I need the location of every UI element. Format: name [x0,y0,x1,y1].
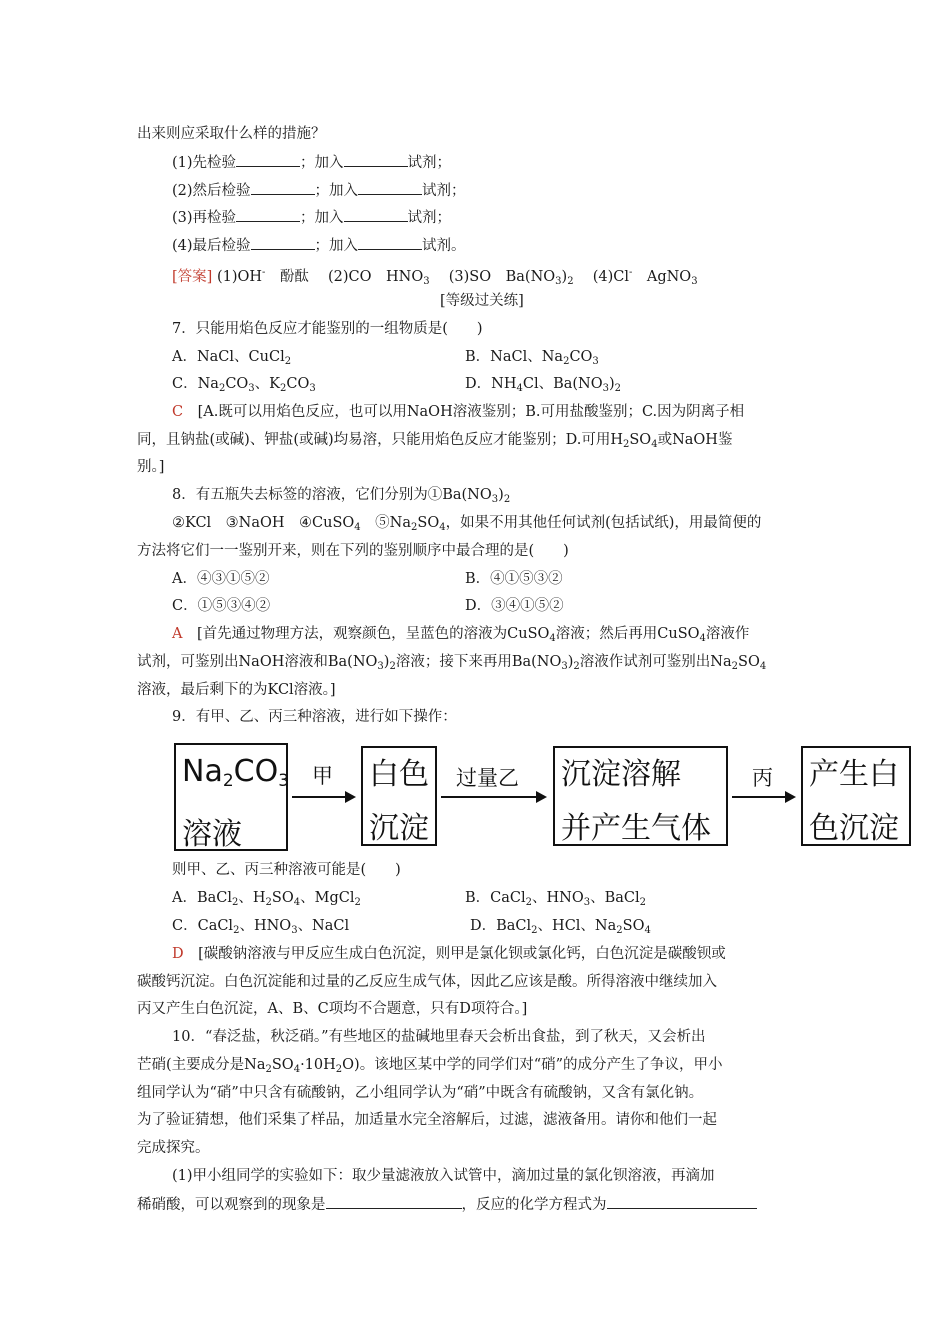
q10-line-6: (1)甲小组同学的实验如下：取少量滤液放入试管中，滴加过量的氯化钡溶液，再滴加 [172,1168,715,1184]
q10-line-5: 完成探究。 [137,1140,210,1156]
flow-label-jia: 甲 [312,764,333,788]
flow-box-na2co3: Na2CO3 溶液 [174,743,288,851]
q7-option-b[interactable]: B．NaCl、$Na_2CO_3$ [465,349,599,367]
step-4: (4)最后检验 ；加入 试剂。 [172,235,466,256]
q9-option-d[interactable]: D．BaCl$_2$、HCl、$Na_2SO_4$ [470,918,651,936]
flow-box-white-precipitate: 白色 沉淀 [361,746,437,846]
q9-option-a[interactable]: A．BaCl$_2$、$H_2SO_4$、MgCl$_2$ [172,890,361,908]
q10-line-2: 芒硝(主要成分是$Na_2SO_4\cdot 10H_2O$)。该地区某中学的同学们对“硝”的成分产生了争议，甲小 [137,1057,723,1075]
flow-arrow-1 [292,796,354,798]
flow-arrow-2 [441,796,545,798]
q8-option-a[interactable]: A．④③①⑤② [172,571,270,587]
q7-answer: C [172,404,184,420]
answer-blank[interactable] [251,235,315,250]
q9-question: 则甲、乙、丙三种溶液可能是( ) [172,862,401,878]
q10-line-4: 为了验证猜想，他们采集了样品，加适量水完全溶解后，过滤，滤液备用。请你和他们一起 [137,1112,717,1128]
flow-box-dissolve-gas: 沉淀溶解 并产生气体 [553,746,728,846]
q8-explanation-3: 溶液，最后剩下的为KCl溶液。] [137,682,336,698]
q8-answer: A [172,626,183,642]
flow-box-white-precipitate-result: 产生白 色沉淀 [801,746,911,846]
q9-explanation-2: 碳酸钙沉淀。白色沉淀能和过量的乙反应生成气体，因此乙应该是酸。所得溶液中继续加入 [137,974,717,990]
answer-blank[interactable] [251,180,315,195]
answer-blank[interactable] [326,1194,462,1209]
q9-option-c[interactable]: C．CaCl$_2$、$HNO_3$、NaCl [172,918,350,936]
q7-option-d[interactable]: D．$NH_4Cl$、$Ba(NO_3)_2$ [465,376,622,394]
step-2: (2)然后检验 ；加入 试剂； [172,180,466,201]
q9-option-b[interactable]: B．CaCl$_2$、$HNO_3$、BaCl$_2$ [465,890,647,908]
q8-line-2: ②KCl ③NaOH ④CuSO$_4$ $⑤Na_2SO_4$，如果不用其他任何试剂(包括试纸)，用最简便的 [172,515,762,533]
q7-option-a[interactable]: A．NaCl、CuCl$_2$ [172,349,292,367]
q9-answer: D [172,946,184,962]
q7-explanation-3: 别。] [137,459,165,475]
flow-label-excess-yi: 过量乙 [456,766,519,790]
answer-blank[interactable] [236,152,300,167]
q8-option-b[interactable]: B．④①⑤③② [465,571,563,587]
answer-blank[interactable] [607,1194,757,1209]
step-3: (3)再检验 ；加入 试剂； [172,207,451,228]
q8-option-d[interactable]: D．③④①⑤② [465,598,564,614]
q8-explanation-2: 试剂，可鉴别出NaOH溶液和$Ba(NO_3)_2$溶液；接下来再用$Ba(NO_3)_2$溶液作试剂可鉴别出$Na_2SO_4$ [137,654,767,672]
intro-line: 出来则应采取什么样的措施？ [137,126,326,142]
answer-line: [答案] (1)OH- 酚酞 (2)CO $HNO_3$ (3)SO $Ba(NO_3)_2$ (4)Cl- AgNO$_3$ [172,267,698,287]
flow-label-bing: 丙 [752,766,773,790]
q8-stem: 8．有五瓶失去标签的溶液，它们分别为$①Ba(NO_3)_2$ [172,487,511,505]
q8-line-3: 方法将它们一一鉴别开来，则在下列的鉴别顺序中最合理的是( ) [137,543,569,559]
answer-blank[interactable] [358,235,422,250]
q7-stem: 7．只能用焰色反应才能鉴别的一组物质是( ) [172,321,483,337]
q9-stem: 9．有甲、乙、丙三种溶液，进行如下操作： [172,709,457,725]
answer-blank[interactable] [236,207,300,222]
answer-blank[interactable] [358,180,422,195]
step-1: (1)先检验 ；加入 试剂； [172,152,451,173]
answer-tag: [答案] [172,269,213,285]
q9-explanation-3: 丙又产生白色沉淀，A、B、C项均不合题意，只有D项符合。] [137,1001,528,1017]
q8-option-c[interactable]: C．①⑤③④② [172,598,271,614]
q10-line-3: 组同学认为“硝”中只含有硫酸钠，乙小组同学认为“硝”中既含有硫酸钠，又含有氯化钠。 [137,1085,704,1101]
q7-explanation-2: 同，且钠盐(或碱)、钾盐(或碱)均易溶，只能用焰色反应才能鉴别；D.可用$H_2SO_4$或NaOH鉴 [137,432,733,450]
section-title: [等级过关练] [440,293,524,309]
q9-explanation-1: D [碳酸钠溶液与甲反应生成白色沉淀，则甲是氯化钡或氯化钙，白色沉淀是碳酸钡或 [172,946,726,962]
answer-blank[interactable] [344,207,408,222]
q10-line-7: 稀硝酸，可以观察到的现象是 ，反应的化学方程式为 [137,1194,757,1215]
q10-line-1: 10．“春泛盐，秋泛硝。”有些地区的盐碱地里春天会析出食盐，到了秋天，又会析出 [172,1029,706,1045]
q8-explanation-1: A [首先通过物理方法，观察颜色，呈蓝色的溶液为CuSO$_4$溶液；然后再用CuSO$_4$溶液作 [172,626,750,644]
q7-explanation-1: C [A.既可以用焰色反应，也可以用NaOH溶液鉴别；B.可用盐酸鉴别；C.因为阴离子相 [172,404,745,420]
flow-arrow-3 [732,796,794,798]
q7-option-c[interactable]: C．$Na_2CO_3$、$K_2CO_3$ [172,376,316,394]
answer-blank[interactable] [344,152,408,167]
